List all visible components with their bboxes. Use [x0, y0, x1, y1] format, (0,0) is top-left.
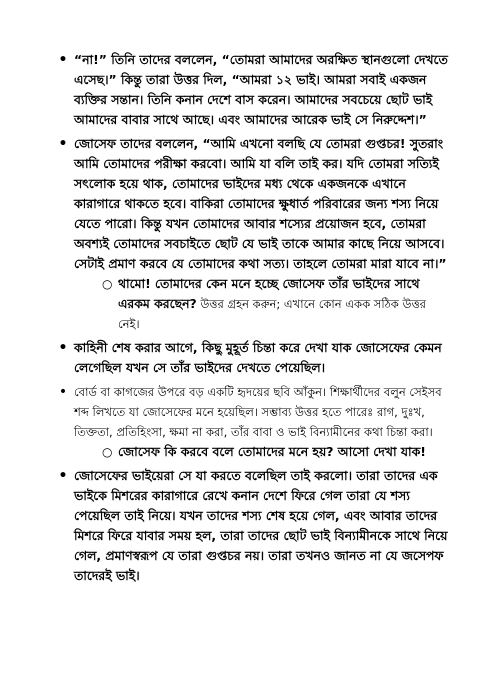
item-text: “না!” তিনি তাদের বললেন, “তোমরা আমাদের অরক্ষিত স্থানগুলো দেখতে এসেছ।” কিন্তু তারা উত্তর দিল, “আমরা ১২ ভাই। আমরা সবাই একজন ব্যক্তির সন্তান। তিনি কনান দেশে বাস করেন। আমাদের সবচেয়ে ছোট ভাই আমাদের বাবার সাথে আছে। এবং আমাদের আরেক ভাই সে নিরুদ্দেশ।”	[74, 52, 448, 127]
sub-list-item	[102, 274, 451, 334]
list-item	[58, 338, 451, 378]
discussion-question: থামো! তোমাদের কেন মনে হচ্ছে জোসেফ তাঁর ভাইদের সাথে এরকম করছেন?	[118, 276, 420, 311]
sub-bullet-point: ○	[102, 277, 113, 291]
teacher-note: উত্তর গ্রহন করুন; এখানে কোন একক সঠিক উত্তর নেই।	[118, 297, 427, 331]
item-text: জোসেফের ভাইয়েরা সে যা করতে বলেছিল তাই করলো। তারা তাদের এক ভাইকে মিশরের কারাগারে রেখে কনান দেশে ফিরে গেল তারা যে শস্য পেয়েছিল তাই নিয়ে। যখন তাদের শস্য শেষ হয়ে গেল, এবং আবার তাদের মিশরে ফিরে যাবার সময় হল, তারা তাদের ছোট ভাই বিন্যামীনকে সাথে নিয়ে গেল, প্রমাণস্বরূপ যে তারা গুপ্তচর নয়। তারা তখনও জানত না যে জসেপফ তাদেরই ভাই।	[74, 468, 448, 583]
list-item	[58, 382, 451, 442]
bullet-point: •	[58, 384, 68, 400]
list-item	[58, 466, 451, 586]
bullet-point: •	[58, 52, 68, 68]
bullet-point: •	[58, 136, 68, 152]
list-item	[58, 134, 451, 274]
item-text: বোর্ড বা কাগজের উপরে বড় একটি হৃদয়ের ছবি আঁকুন। শিক্ষার্থীদের বলুন সেইসব শব্দ লিখতে যা জোসেফের মনে হয়েছিল। সম্ভাব্য উত্তর হতে পারেঃ রাগ, দুঃখ, তিক্ততা, প্রতিহিংসা, ক্ষমা না করা, তাঁর বাবা ও ভাই বিন্যামীনের কথা চিন্তা করা।	[74, 385, 442, 439]
sub-bullet-point: ○	[102, 445, 113, 459]
list-item	[58, 50, 451, 130]
discussion-question: জোসেফ কি করবে বলে তোমাদের মনে হয়? আসো দেখা যাক!	[118, 444, 426, 459]
bullet-point: •	[58, 340, 68, 356]
bullet-point: •	[58, 468, 68, 484]
sub-list-item	[102, 442, 451, 462]
item-text: জোসেফ তাদের বললেন, “আমি এখনো বলছি যে তোমরা গুপ্তচর! সুতরাং আমি তোমাদের পরীক্ষা করবো। আমি যা বলি তাই কর। যদি তোমরা সত্যিই সৎলোক হয়ে থাক, তোমাদের ভাইদের মধ্য থেকে একজনকে এখানে কারাগারে থাকতে হবে। বাকিরা তোমাদের ক্ষুধার্ত পরিবারের জন্য শস্য নিয়ে যেতে পারো। কিন্তু যখন তোমাদের আবার শস্যের প্রয়োজন হবে, তোমরা অবশ্যই তোমাদের সবচাইতে ছোট যে ভাই তাকে আমার কাছে নিয়ে আসবে। সেটাই প্রমাণ করবে যে তোমাদের কথা সত্য। তাহলে তোমরা মারা যাবে না।”	[74, 136, 447, 271]
item-text: কাহিনী শেষ করার আগে, কিছু মুহূর্ত চিন্তা করে দেখা যাক জোসেফের কেমন লেগেছিল যখন সে তাঁর ভাইদের দেখতে পেয়েছিল।	[74, 340, 442, 375]
